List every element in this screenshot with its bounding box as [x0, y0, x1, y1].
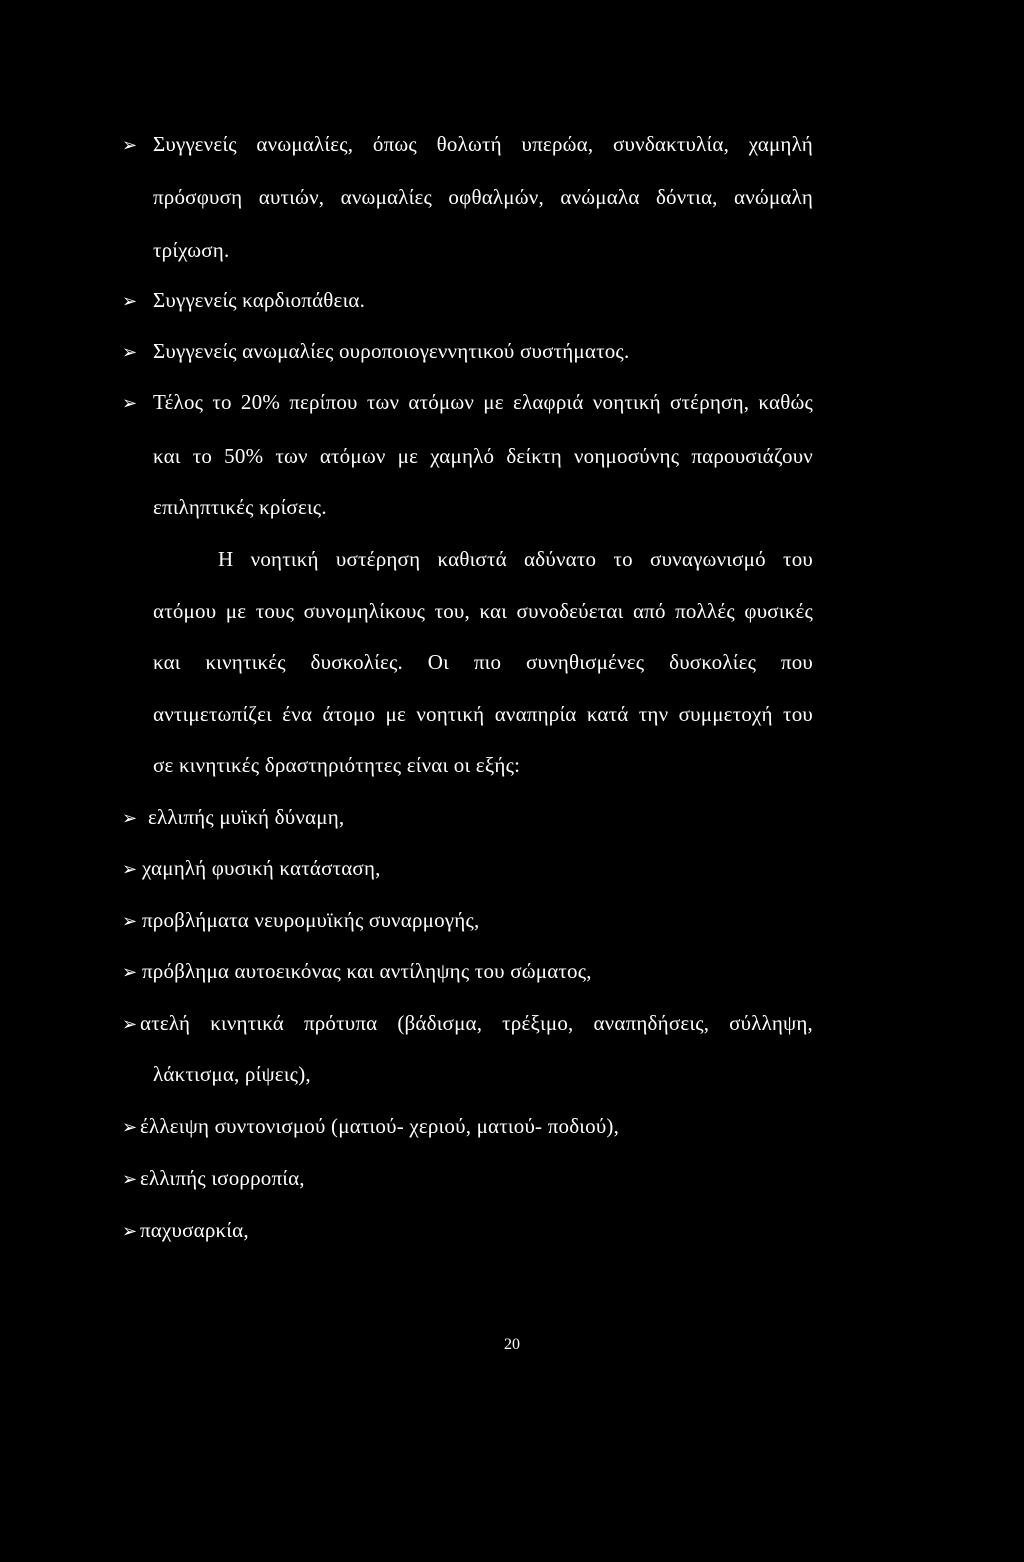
bullet-arrow-icon: ➢: [122, 911, 138, 932]
list-item: πρόβλημα αυτοεικόνας και αντίληψης του σώματος,: [142, 959, 592, 983]
text-line: τρίχωση.: [153, 238, 230, 262]
text-line: Τέλος το 20% περίπου των ατόμων με ελαφριά νοητική στέρηση, καθώς: [153, 390, 813, 414]
text-line: και κινητικές δυσκολίες. Οι πιο συνηθισμένες δυσκολίες που: [153, 650, 813, 674]
bullet-arrow-icon: ➢: [122, 859, 138, 880]
list-item: ελλιπής μυϊκή δύναμη,: [148, 805, 345, 829]
text-line: και το 50% των ατόμων με χαμηλό δείκτη νοημοσύνης παρουσιάζουν: [153, 444, 813, 468]
list-item: ελλιπής ισορροπία,: [140, 1166, 305, 1190]
text-line: ατελή κινητικά πρότυπα (βάδισμα, τρέξιμο, αναπηδήσεις, σύλληψη,: [140, 1011, 813, 1035]
list-item-line: [140, 1010, 813, 1036]
text-line: λάκτισμα, ρίψεις),: [153, 1062, 311, 1086]
bullet-arrow-icon: ➢: [122, 135, 138, 156]
paragraph-line: [153, 701, 813, 727]
bullet-arrow-icon: ➢: [122, 962, 138, 983]
list-item: Συγγενείς καρδιοπάθεια.: [153, 288, 366, 312]
text-line: Συγγενείς ανωμαλίες, όπως θολωτή υπερώα, συνδακτυλία, χαμηλή: [153, 132, 813, 156]
text-line: πρόσφυση αυτιών, ανωμαλίες οφθαλμών, ανώμαλα δόντια, ανώμαλη: [153, 185, 813, 209]
paragraph-line: [153, 649, 813, 675]
list-item: προβλήματα νευρομυϊκής συναρμογής,: [142, 908, 480, 932]
bullet-arrow-icon: ➢: [122, 808, 138, 829]
list-item-line: [153, 184, 813, 210]
paragraph-line: [153, 598, 813, 624]
text-line: επιληπτικές κρίσεις.: [153, 495, 327, 519]
paragraph-line: [218, 546, 813, 572]
bullet-arrow-icon: ➢: [122, 1014, 138, 1035]
bullet-arrow-icon: ➢: [122, 1169, 138, 1190]
list-item: χαμηλή φυσική κατάσταση,: [142, 856, 381, 880]
text-line: Η νοητική υστέρηση καθιστά αδύνατο το συναγωνισμό του: [218, 547, 813, 571]
text-line: ατόμου με τους συνομηλίκους του, και συνοδεύεται από πολλές φυσικές: [153, 599, 813, 623]
bullet-arrow-icon: ➢: [122, 1221, 138, 1242]
list-item: έλλειψη συντονισμού (ματιού- χεριού, ματιού- ποδιού),: [140, 1114, 620, 1138]
bullet-arrow-icon: ➢: [122, 1117, 138, 1138]
bullet-arrow-icon: ➢: [122, 291, 138, 312]
bullet-arrow-icon: ➢: [122, 393, 138, 414]
list-item: παχυσαρκία,: [140, 1218, 249, 1242]
text-line: αντιμετωπίζει ένα άτομο με νοητική αναπηρία κατά την συμμετοχή του: [153, 702, 813, 726]
paragraph-line: σε κινητικές δραστηριότητες είναι οι εξής:: [153, 753, 521, 777]
list-item: Συγγενείς ανωμαλίες ουροποιογεννητικού συστήματος.: [153, 339, 630, 363]
list-item-line: [153, 389, 813, 415]
list-item-line: [153, 443, 813, 469]
list-item-line: [153, 131, 813, 157]
bullet-arrow-icon: ➢: [122, 342, 138, 363]
page-number: 20: [504, 1336, 520, 1353]
